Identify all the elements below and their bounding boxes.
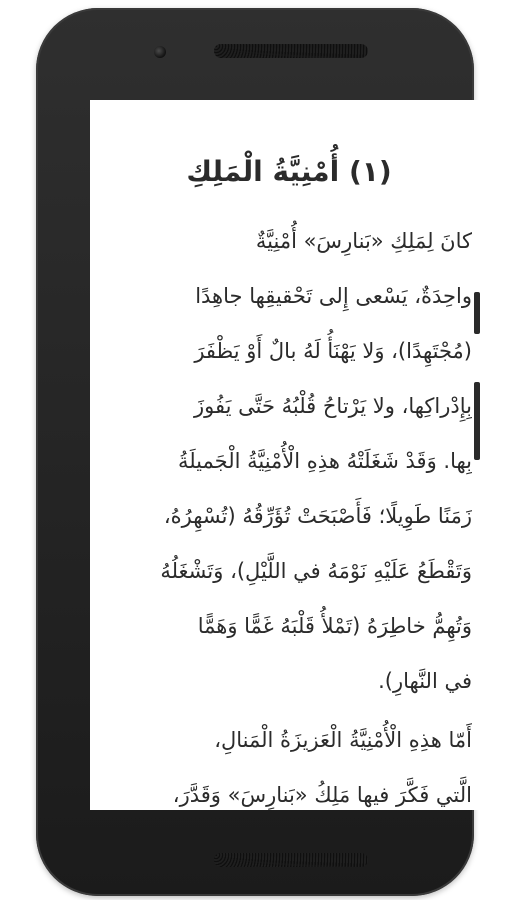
reader-screen[interactable] bbox=[90, 100, 488, 810]
text-line: وَتُهِمُّ خاطِرَهُ (تَمْلأُ قَلْبَهُ غَمًّا وَهَمًّا bbox=[197, 614, 472, 638]
text-line: كانَ لِمَلِكِ «بَنارِسَ» أُمْنِيَّةٌ bbox=[255, 229, 472, 253]
book-page bbox=[106, 100, 472, 810]
text-line: واحِدَةٌ، يَسْعى إِلى تَحْقيقِها جاهِدًا bbox=[195, 284, 472, 308]
text-line: زَمَنًا طَوِيلًا؛ فَأَصْبَحَتْ تُؤَرِّقُهُ (تُسْهِرُهُ، bbox=[163, 504, 472, 528]
top-speaker-grille bbox=[214, 44, 368, 58]
text-line: أَمّا هذِهِ الْأُمْنِيَّةُ الْعَزيزَةُ الْمَنالِ، bbox=[214, 728, 472, 752]
bottom-speaker-grille bbox=[214, 853, 368, 867]
text-line: وَتَقْطَعُ عَلَيْهِ نَوْمَهُ في اللَّيْلِ)، وَتَشْغَلُهُ bbox=[160, 559, 472, 583]
text-line: بِها. وَقَدْ شَغَلَتْهُ هذِهِ الْأُمْنِيَّةُ الْجَميلَةُ bbox=[177, 449, 472, 473]
text-line: الَّتي فَكَّرَ فيها مَلِكُ «بَنارِسَ» وَقَدَّرَ، bbox=[172, 783, 472, 807]
phone-frame bbox=[36, 8, 474, 896]
text-line: بِإِدْراكِها، ولا يَرْتاحُ قُلْبُهُ حَتَّى يَفُوزَ bbox=[193, 394, 472, 418]
front-camera bbox=[154, 46, 166, 58]
paragraph-2 bbox=[106, 713, 472, 810]
text-line: في النَّهارِ). bbox=[378, 669, 472, 693]
power-button[interactable] bbox=[474, 292, 480, 334]
paragraph-1 bbox=[106, 214, 472, 709]
chapter-title: (١) أُمْنِيَّةُ الْمَلِكِ bbox=[186, 155, 392, 188]
volume-rocker[interactable] bbox=[474, 382, 480, 460]
text-line: (مُجْتَهِدًا)، وَلا يَهْنَأُ لَهُ بالٌ أَوْ يَظْفَرَ bbox=[194, 339, 472, 363]
